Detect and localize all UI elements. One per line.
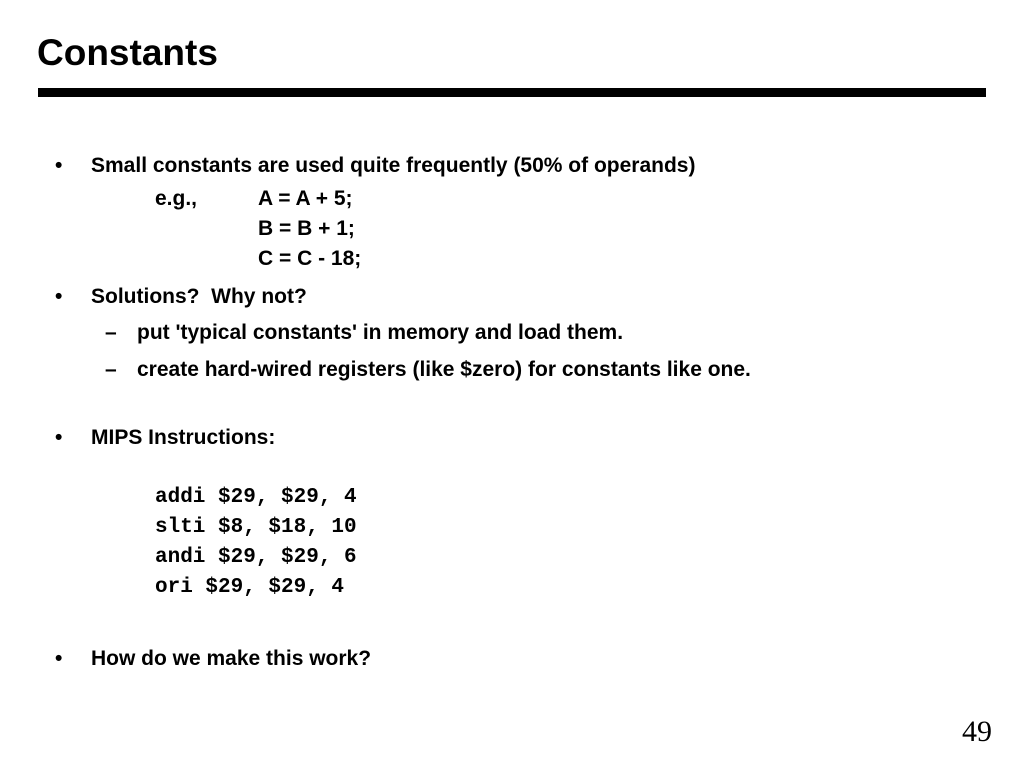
bullet-marker: • [55,154,63,177]
example-line: C = C - 18; [258,247,362,270]
bullet-mips-instructions: MIPS Instructions: [91,426,276,449]
sub-bullet-marker: – [105,358,117,381]
sub-bullet-memory-constants: put 'typical constants' in memory and load them. [137,321,624,344]
bullet-how-to-make-work: How do we make this work? [91,647,372,670]
slide-title: Constants [37,32,218,73]
bullet-solutions: Solutions? Why not? [91,285,307,308]
example-label: e.g., [155,187,198,210]
bullet-marker: • [55,426,63,449]
sub-bullet-marker: – [105,321,117,344]
bullet-marker: • [55,285,63,308]
page-number: 49 [962,715,992,748]
code-line: addi $29, $29, 4 [155,486,357,509]
example-line: A = A + 5; [258,187,353,210]
code-line: ori $29, $29, 4 [155,576,345,599]
bullet-marker: • [55,647,63,670]
example-line: B = B + 1; [258,217,355,240]
code-line: slti $8, $18, 10 [155,516,357,539]
bullet-small-constants: Small constants are used quite frequently (50% of operands) [91,154,696,177]
code-line: andi $29, $29, 6 [155,546,357,569]
sub-bullet-hardwired-registers: create hard-wired registers (like $zero) for constants like one. [137,358,751,381]
